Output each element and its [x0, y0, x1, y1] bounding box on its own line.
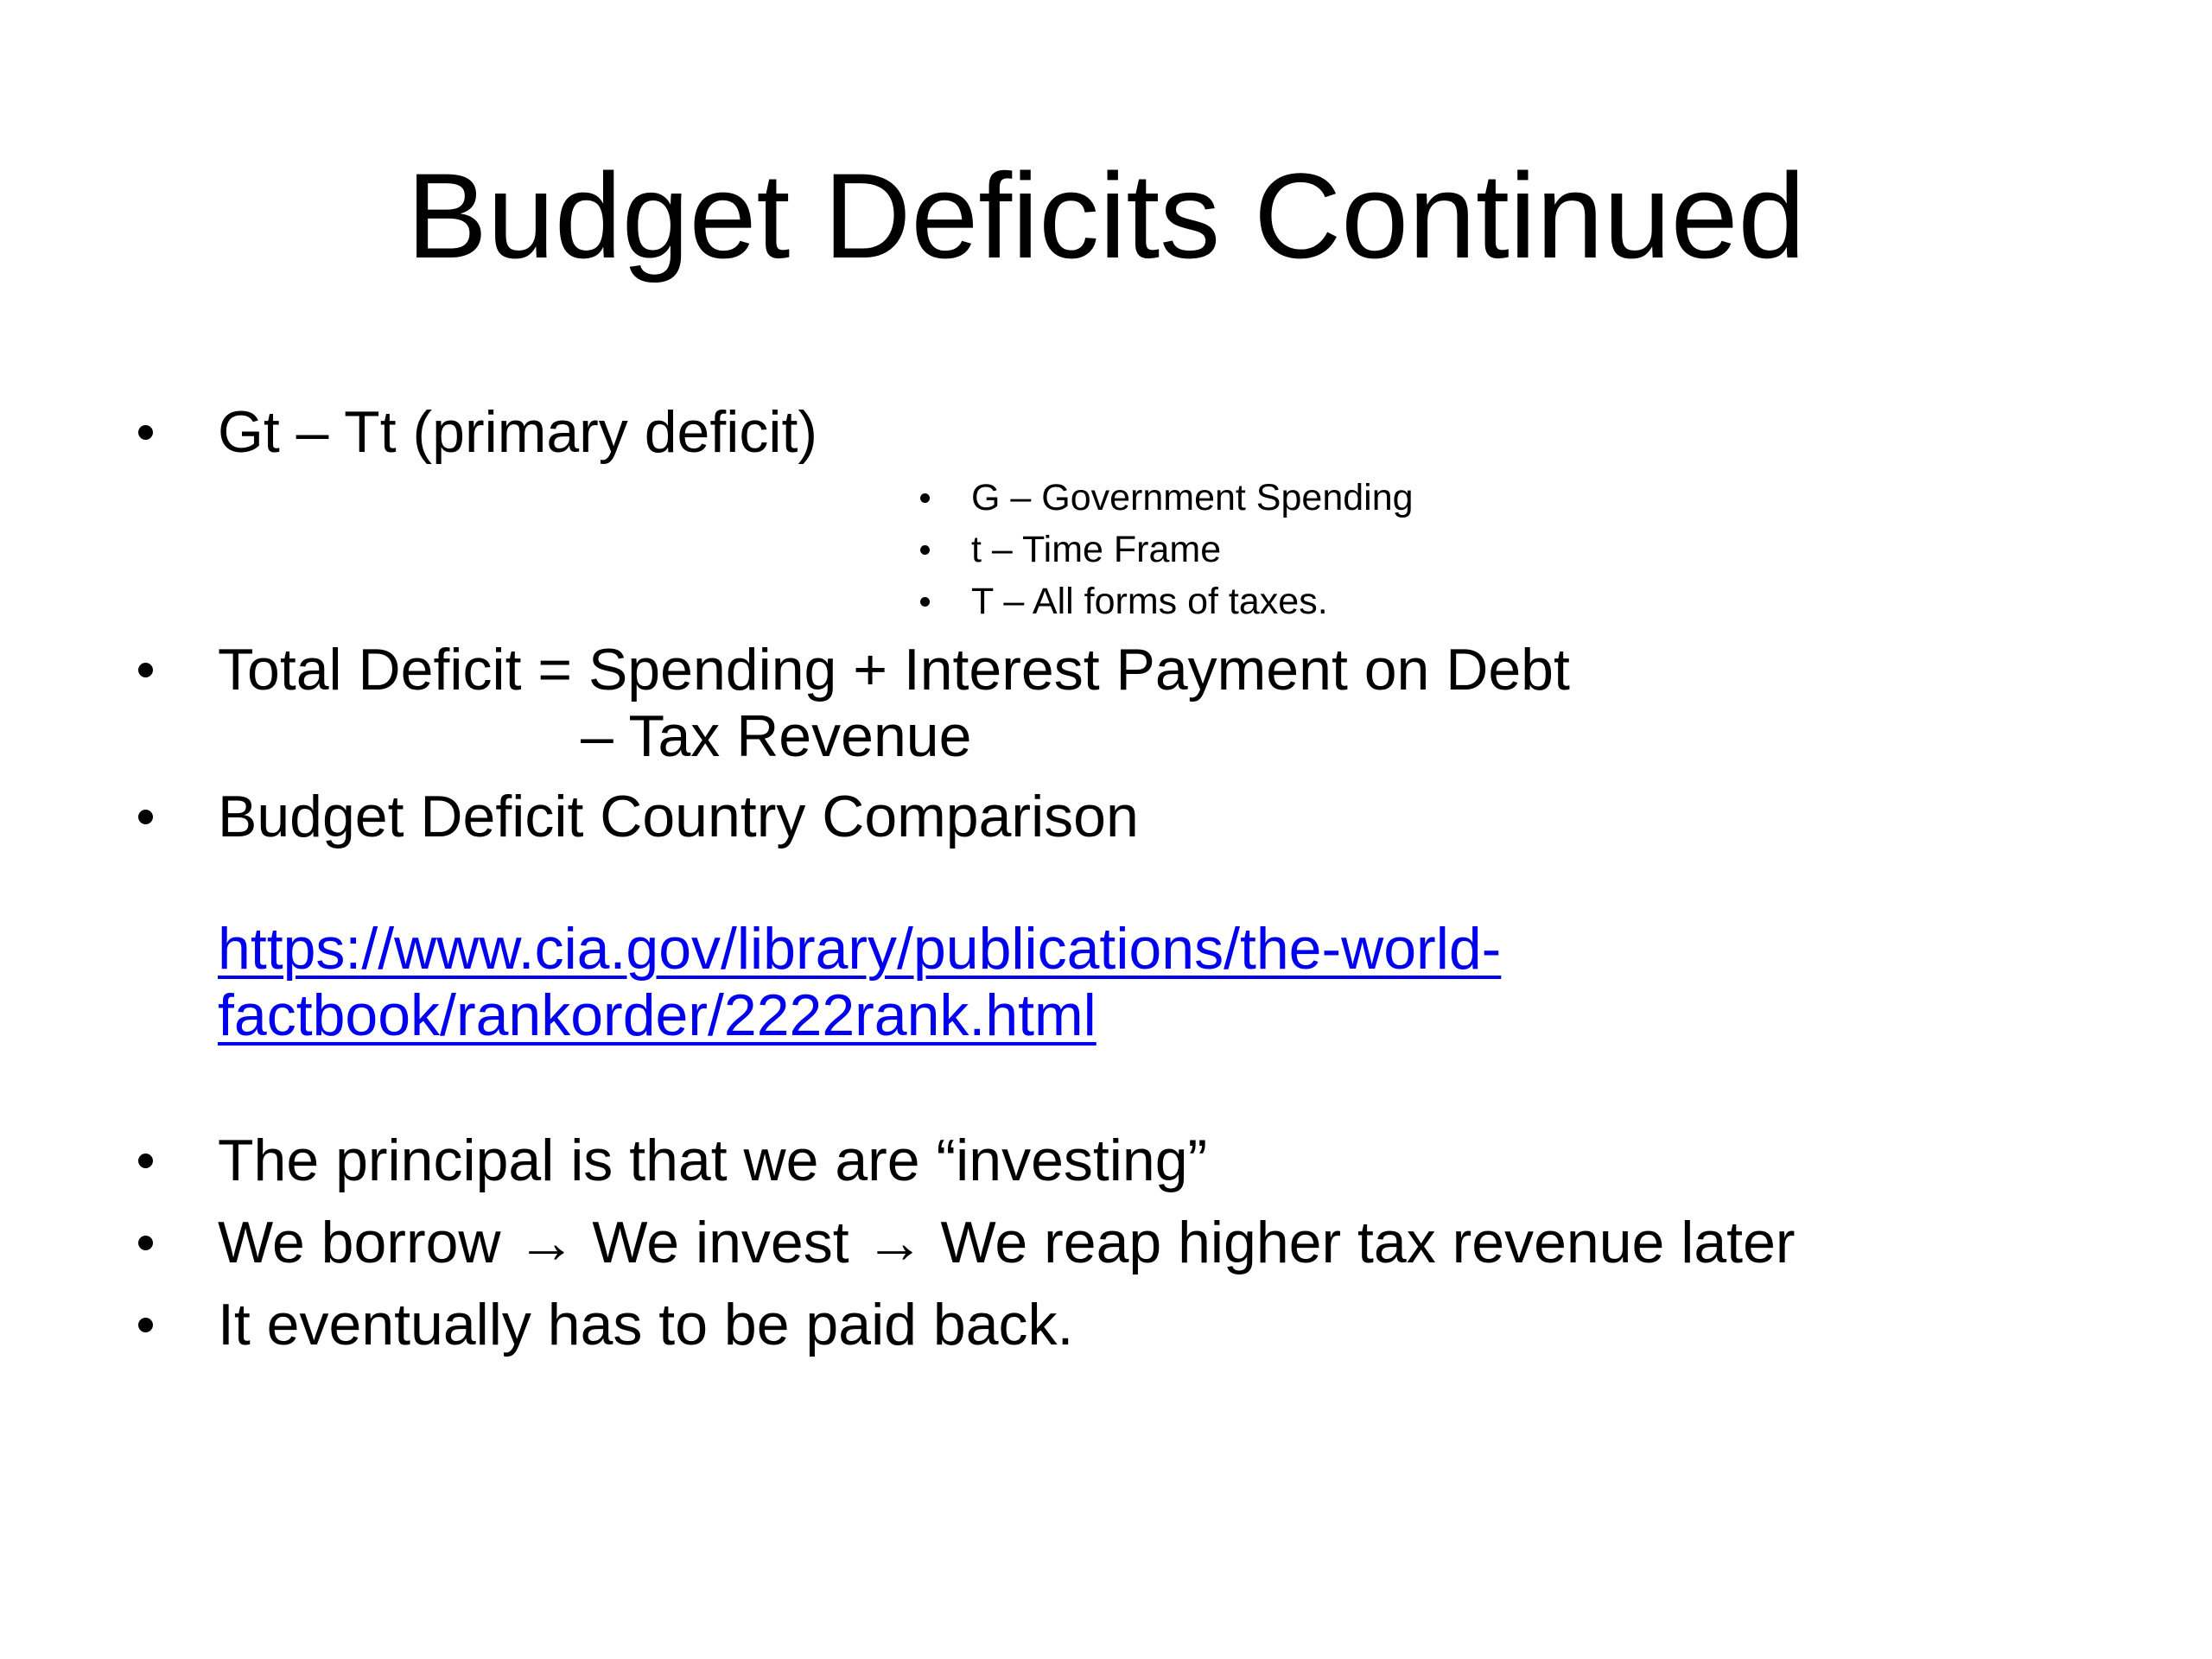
arrow-right-icon: →	[517, 1210, 576, 1275]
cia-factbook-link-line-1[interactable]: https://www.cia.gov/library/publications/the-world-	[218, 916, 1502, 982]
bullet-icon	[138, 810, 153, 824]
bullet-icon	[138, 425, 153, 440]
bullet-text	[218, 1208, 1796, 1277]
bullet-text: Total Deficit = Spending + Interest Payment on Debt	[218, 637, 1570, 702]
bullet-text: Gt – Tt (primary deficit)	[218, 399, 817, 465]
bullet-total-deficit-continued: – Tax Revenue	[581, 703, 972, 769]
bullet-text: t – Time Frame	[971, 529, 1222, 570]
bullet-text: It eventually has to be paid back.	[218, 1292, 1074, 1357]
bullet-icon	[138, 663, 153, 677]
bullet-icon	[920, 597, 930, 607]
bullet-text: G – Government Spending	[971, 477, 1414, 518]
invest-text: We invest	[592, 1210, 849, 1275]
reap-text: We reap higher tax revenue later	[940, 1210, 1796, 1275]
bullet-icon	[138, 1318, 153, 1332]
arrow-right-icon: →	[865, 1210, 925, 1275]
borrow-text: We borrow	[218, 1210, 501, 1275]
bullet-text: T – All forms of taxes.	[971, 581, 1328, 622]
bullet-icon	[138, 1236, 153, 1250]
bullet-icon	[920, 545, 930, 555]
bullet-icon	[138, 1154, 153, 1168]
bullet-text: The principal is that we are “investing”	[218, 1128, 1208, 1193]
slide-title: Budget Deficits Continued	[406, 148, 1806, 283]
bullet-text: Budget Deficit Country Comparison	[218, 784, 1139, 849]
bullet-icon	[920, 493, 930, 503]
cia-factbook-link-line-2[interactable]: factbook/rankorder/2222rank.html	[218, 982, 1096, 1048]
